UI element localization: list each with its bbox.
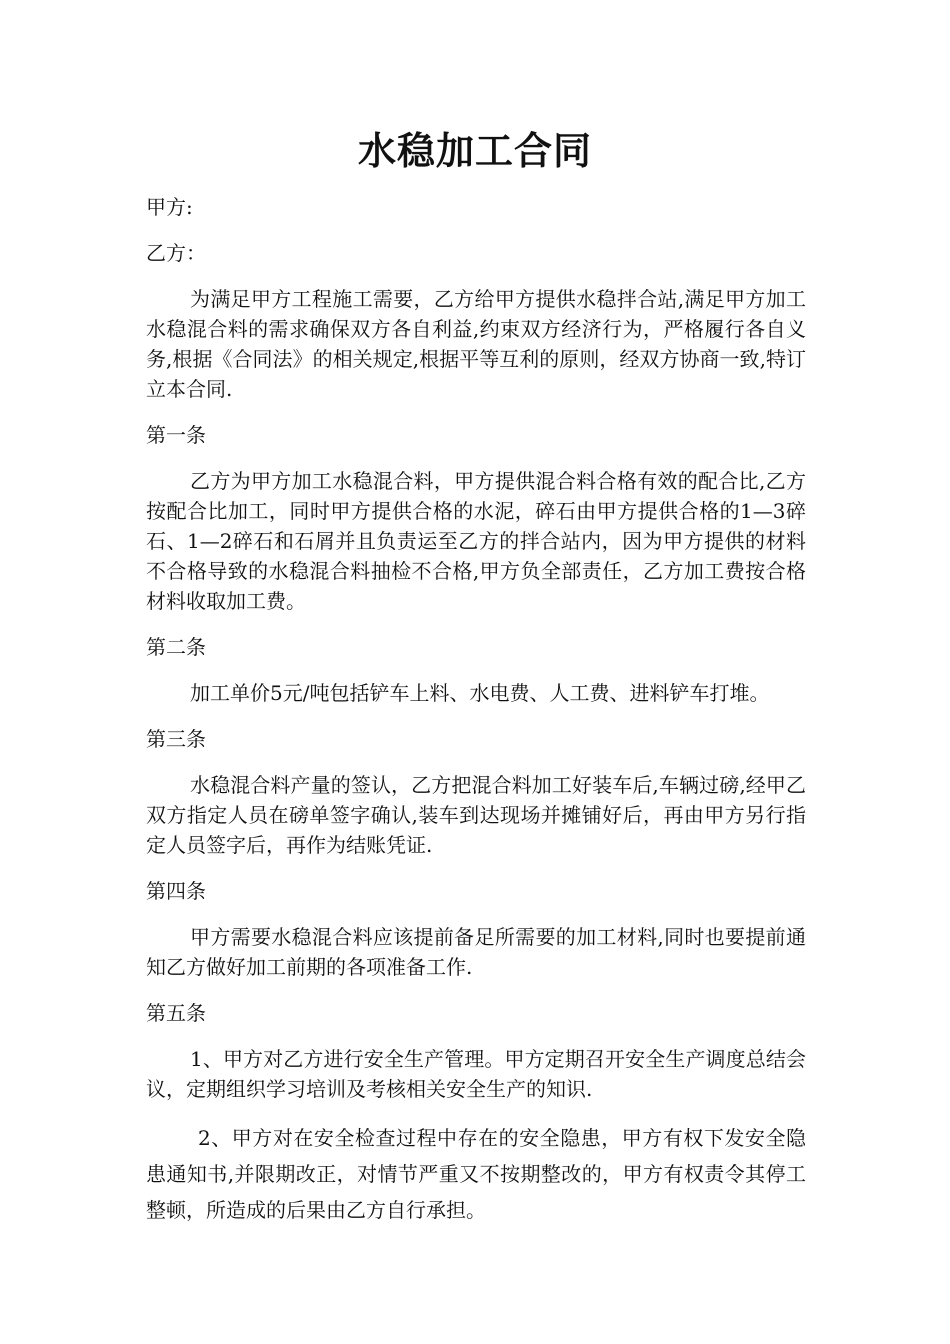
article-5-clause-1: 1、甲方对乙方进行安全生产管理。甲方定期召开安全生产调度总结会议，定期组织学习培训及考核相关安全生产的知识. [146,1047,806,1101]
article-3-paragraph: 水稳混合料产量的签认，乙方把混合料加工好装车后,车辆过磅,经甲乙双方指定人员在磅单签字确认,装车到达现场并摊铺好后，再由甲方另行指定人员签字后，再作为结账凭证. [146,773,806,857]
article-1-heading: 第一条 [146,423,206,447]
article-4-heading: 第四条 [146,879,206,903]
article-3-heading: 第三条 [146,727,206,751]
document-body [146,192,806,1228]
party-a-label: 甲方: [146,195,193,219]
article-2-paragraph: 加工单价5元/吨包括铲车上料、水电费、人工费、进料铲车打堆。 [190,681,770,705]
article-1-paragraph: 乙方为甲方加工水稳混合料，甲方提供混合料合格有效的配合比,乙方按配合比加工，同时甲方提供合格的水泥，碎石由甲方提供合格的1—3碎石、1—2碎石和石屑并且负责运至乙方的拌合站内，因为甲方提供的材料不合格导致的水稳混合料抽检不合格,甲方负全部责任，乙方加工费按合格材料收取加工费。 [146,469,806,613]
document-title: 水稳加工合同 [357,129,592,173]
article-4-paragraph: 甲方需要水稳混合料应该提前备足所需要的加工材料,同时也要提前通知乙方做好加工前期的各项准备工作. [146,925,806,979]
article-5-clause-2: 2、甲方对在安全检查过程中存在的安全隐患，甲方有权下发安全隐患通知书,并限期改正，对情节严重又不按期整改的，甲方有权责令其停工整顿，所造成的后果由乙方自行承担。 [146,1126,806,1222]
preamble-paragraph: 为满足甲方工程施工需要，乙方给甲方提供水稳拌合站,满足甲方加工水稳混合料的需求确保双方各自利益,约束双方经济行为，严格履行各自义务,根据《合同法》的相关规定,根据平等互利的原则，经双方协商一致,特订立本合同. [146,287,806,401]
article-2-heading: 第二条 [146,635,206,659]
article-5-heading: 第五条 [146,1001,206,1025]
party-b-label: 乙方： [146,241,206,265]
